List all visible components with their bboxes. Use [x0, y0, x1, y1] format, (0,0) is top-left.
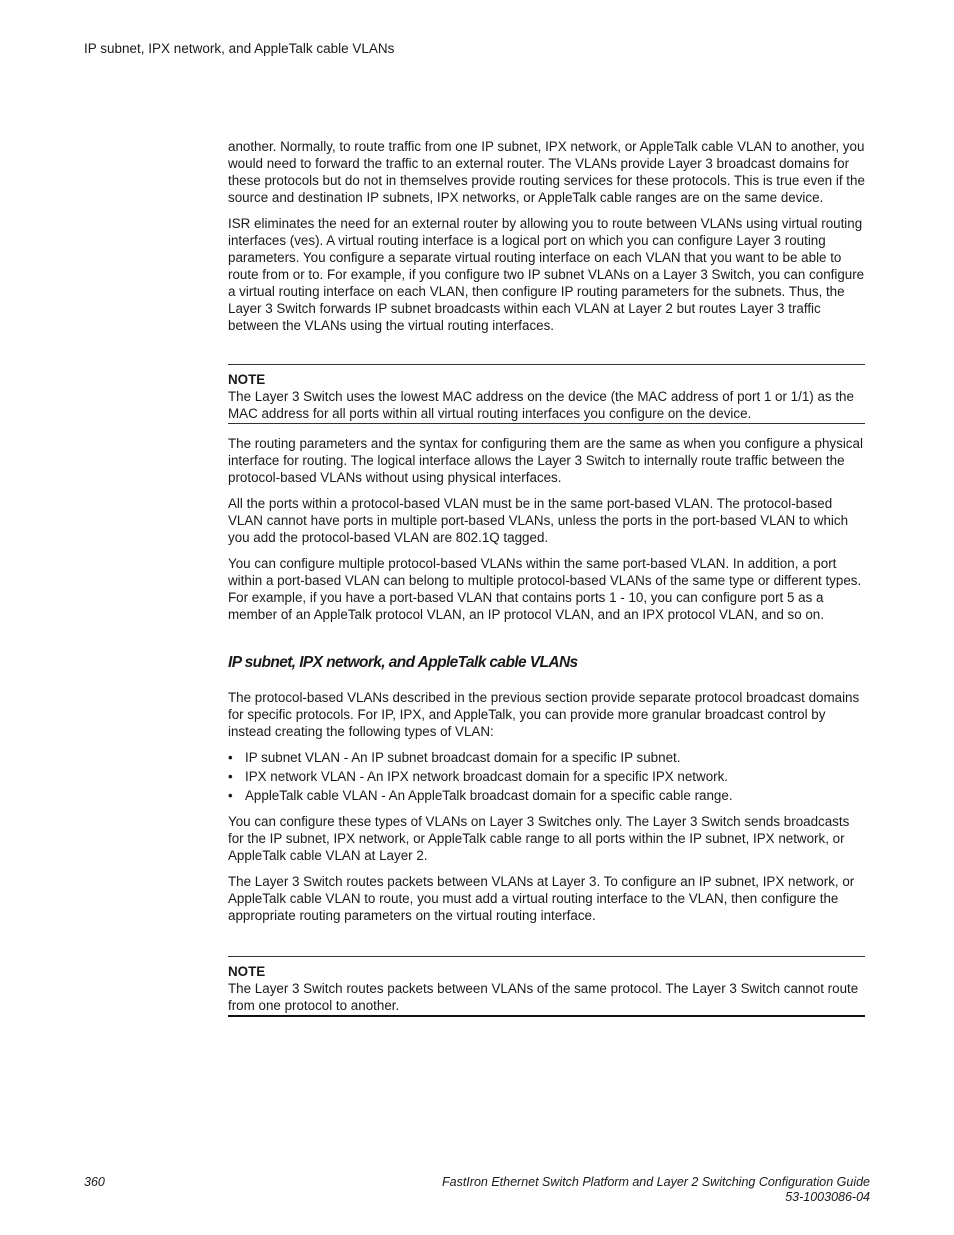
- paragraph-multiple-vlans: You can configure multiple protocol-based VLANs within the same port-based VLAN. In addition, a port within a port-based VLAN can belong to multiple protocol-based VLANs of the same type or different types. For example, if you have a port-based VLAN that contains ports 1 - 10, you can configure port 5 as a member of an AppleTalk protocol VLAN, an IP protocol VLAN, and an IPX protocol VLAN, and so on.: [228, 556, 862, 622]
- bullet-mark: •: [228, 788, 233, 803]
- paragraph-intro-continued: another. Normally, to route traffic from one IP subnet, IPX network, or AppleTalk cable VLAN to another, you would need to forward the traffic to an external router. The VLANs provide Layer 3 broadcast domains for these protocols but do not in themselves provide routing services for these protocols. This is true even if the source and destination IP subnets, IPX networks, or AppleTalk cable ranges are on the same device.: [228, 139, 865, 205]
- paragraph-granular-broadcast: The protocol-based VLANs described in the previous section provide separate protocol broadcast domains for specific protocols. For IP, IPX, and AppleTalk, you can provide more granular broadcast control by instead creating the following types of VLAN:: [228, 690, 860, 739]
- list-item: [228, 749, 865, 766]
- note-box-mac-address: [228, 364, 865, 424]
- note-text: The Layer 3 Switch routes packets between VLANs of the same protocol. The Layer 3 Switch cannot route from one protocol to another.: [228, 981, 859, 1013]
- paragraph-isr: ISR eliminates the need for an external router by allowing you to route between VLANs using virtual routing interfaces (ves). A virtual routing interface is a logical port on which you can configure Layer 3 routing parameters. You configure a separate virtual routing interface on each VLAN that you want to be able to route from or to. For example, if you configure two IP subnet VLANs on a Layer 3 Switch, you can configure a virtual routing interface on each VLAN, then configure IP routing parameters for the subnets. Thus, the Layer 3 Switch forwards IP subnet broadcasts within each VLAN at Layer 2 but routes Layer 3 traffic between the VLANs using the virtual routing interfaces.: [228, 216, 865, 333]
- paragraph-port-based-vlan: All the ports within a protocol-based VLAN must be in the same port-based VLAN. The protocol-based VLAN cannot have ports in multiple port-based VLANs, unless the ports in the port-based VLAN to which you add the protocol-based VLAN are 802.1Q tagged.: [228, 496, 849, 545]
- list-item: [228, 787, 865, 804]
- bullet-mark: •: [228, 750, 233, 765]
- vlan-type-list: [228, 749, 865, 804]
- page-number: 360: [84, 1175, 105, 1189]
- paragraph-routing-parameters: The routing parameters and the syntax for configuring them are the same as when you configure a physical interface for routing. The logical interface allows the Layer 3 Switch to internally route traffic between the protocol-based VLANs without using physical interfaces.: [228, 436, 863, 485]
- footer-book-info: [442, 1175, 870, 1205]
- footer-book-title: FastIron Ethernet Switch Platform and Layer 2 Switching Configuration Guide: [442, 1175, 870, 1189]
- paragraph-layer3-only: You can configure these types of VLANs on Layer 3 Switches only. The Layer 3 Switch sends broadcasts for the IP subnet, IPX network, or AppleTalk cable range to all ports within the IP subnet, IPX network, or AppleTalk cable VLAN at Layer 2.: [228, 814, 850, 863]
- note-title: NOTE: [228, 964, 266, 979]
- list-item-text: IP subnet VLAN - An IP subnet broadcast domain for a specific IP subnet.: [245, 750, 681, 765]
- running-header: IP subnet, IPX network, and AppleTalk cable VLANs: [84, 41, 395, 56]
- list-item-text: IPX network VLAN - An IPX network broadcast domain for a specific IPX network.: [245, 769, 729, 784]
- list-item: [228, 768, 865, 785]
- bullet-mark: •: [228, 769, 233, 784]
- paragraph-routes-packets: The Layer 3 Switch routes packets between VLANs at Layer 3. To configure an IP subnet, IPX network, or AppleTalk cable VLAN to route, you must add a virtual routing interface to the VLAN, then configure the appropriate routing parameters on the virtual routing interface.: [228, 874, 855, 923]
- footer-doc-number: 53-1003086-04: [785, 1190, 870, 1204]
- page-body: [228, 138, 865, 1028]
- note-text: The Layer 3 Switch uses the lowest MAC address on the device (the MAC address of port 1 or 1/1) as the MAC address for all ports within all virtual routing interfaces you configure on the device.: [228, 389, 854, 421]
- list-item-text: AppleTalk cable VLAN - An AppleTalk broadcast domain for a specific cable range.: [245, 788, 733, 803]
- section-heading: IP subnet, IPX network, and AppleTalk cable VLANs: [228, 654, 578, 671]
- note-box-same-protocol: [228, 956, 865, 1017]
- note-title: NOTE: [228, 372, 266, 387]
